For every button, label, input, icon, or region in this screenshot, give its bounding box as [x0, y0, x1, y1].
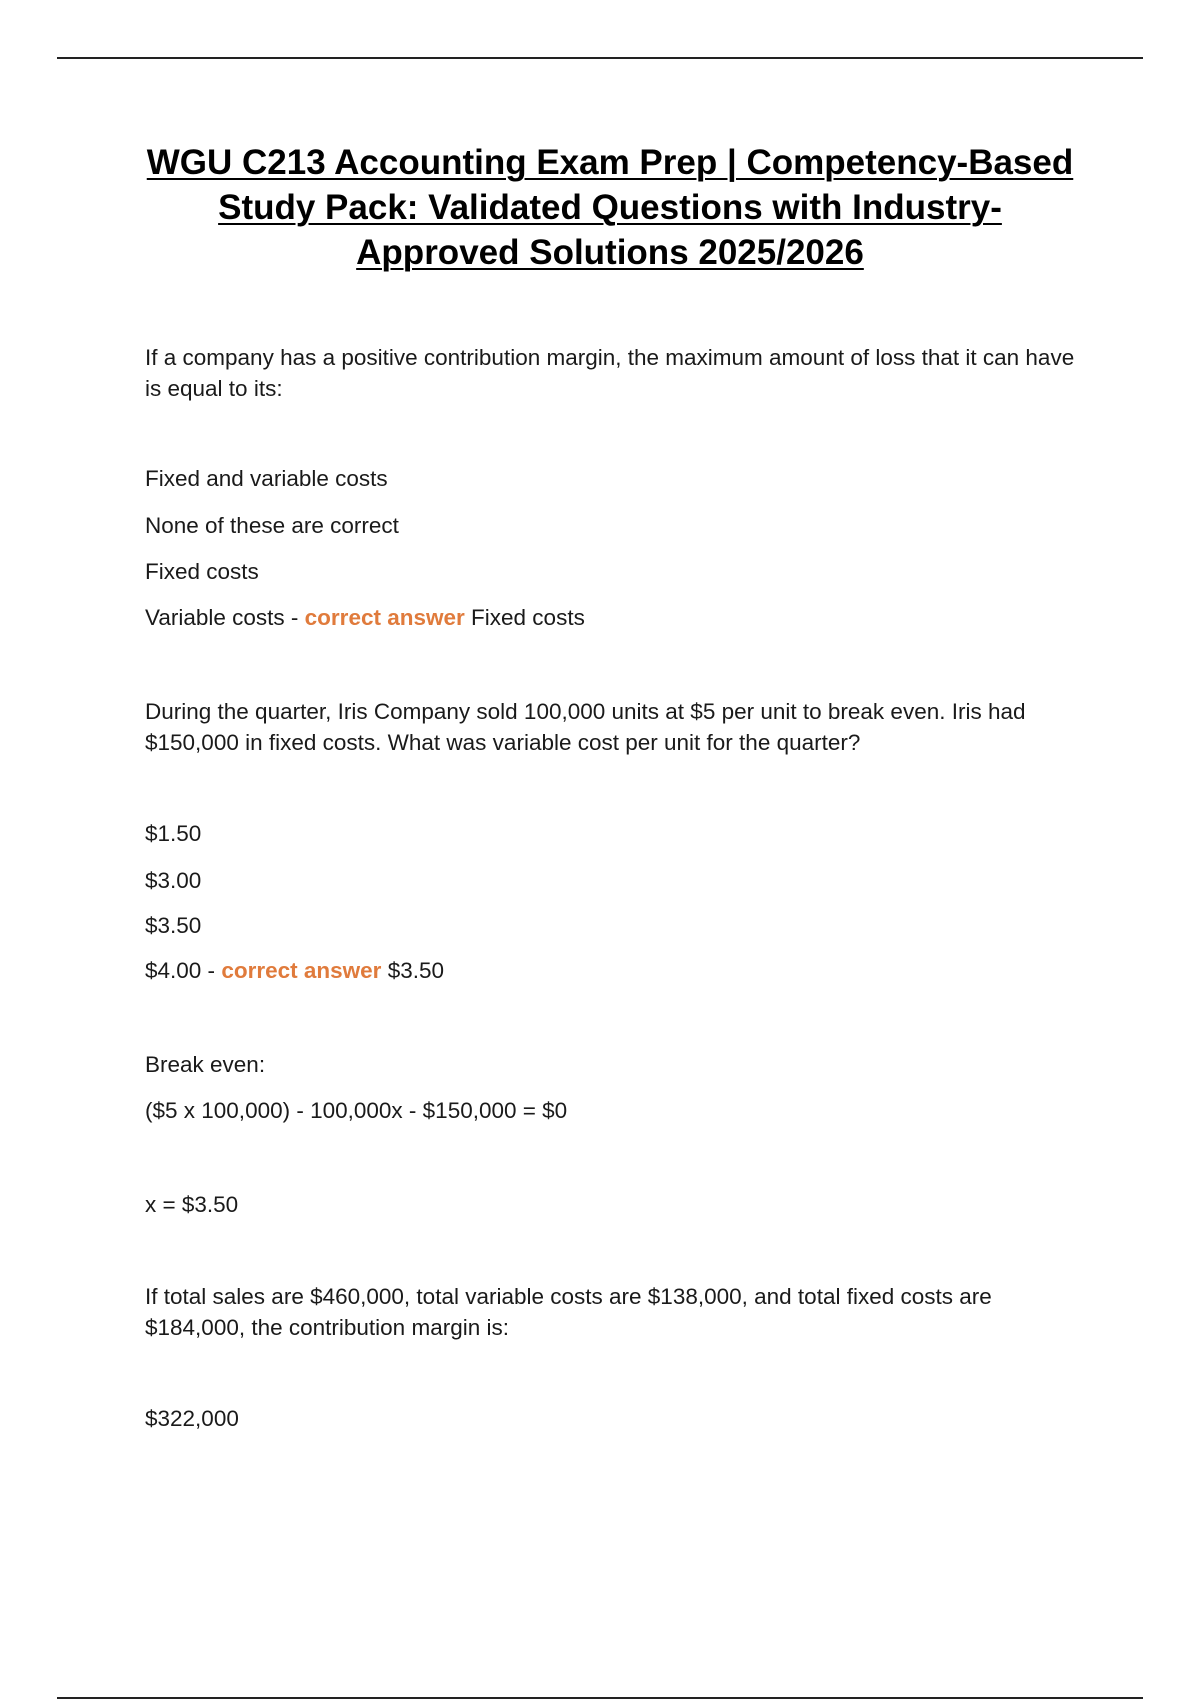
question-1-prompt: If a company has a positive contribution margin, the maximum amount of loss that it can have is equal to its: — [145, 345, 1075, 401]
question-2-option-2: $3.00 — [145, 868, 202, 893]
correct-answer-marker: correct answer — [304, 605, 465, 630]
question-1-answer: Fixed costs — [471, 605, 585, 630]
correct-answer-marker: correct answer — [221, 958, 382, 983]
question-1-option-1: Fixed and variable costs — [145, 466, 388, 491]
footer-rule — [57, 1697, 1143, 1699]
explanation-heading: Break even: — [145, 1052, 266, 1077]
document-title: WGU C213 Accounting Exam Prep | Competency-Based Study Pack: Validated Questions with Industry-Approved Solutions 2025/2026 — [146, 143, 1074, 272]
question-1-option-2: None of these are correct — [145, 513, 399, 538]
question-1-option-4-label: Variable costs - — [145, 605, 299, 630]
question-1-option-3: Fixed costs — [145, 559, 259, 584]
question-2-option-3: $3.50 — [145, 913, 202, 938]
header-rule — [57, 57, 1143, 59]
question-2-option-4 — [145, 955, 444, 986]
question-2-answer: $3.50 — [387, 958, 444, 983]
question-2-option-4-label: $4.00 - — [145, 958, 216, 983]
question-2-option-1: $1.50 — [145, 821, 202, 846]
explanation-result: x = $3.50 — [145, 1192, 239, 1217]
question-3-option-1: $322,000 — [145, 1406, 239, 1431]
question-2-prompt: During the quarter, Iris Company sold 100,000 units at $5 per unit to break even. Iris had $150,000 in fixed costs. What was variable cost per unit for the quarter? — [145, 699, 1026, 755]
question-3-prompt: If total sales are $460,000, total variable costs are $138,000, and total fixed costs are $184,000, the contribution margin is: — [145, 1284, 992, 1340]
question-1-option-4 — [145, 602, 585, 633]
explanation-equation: ($5 x 100,000) - 100,000x - $150,000 = $0 — [145, 1098, 568, 1123]
